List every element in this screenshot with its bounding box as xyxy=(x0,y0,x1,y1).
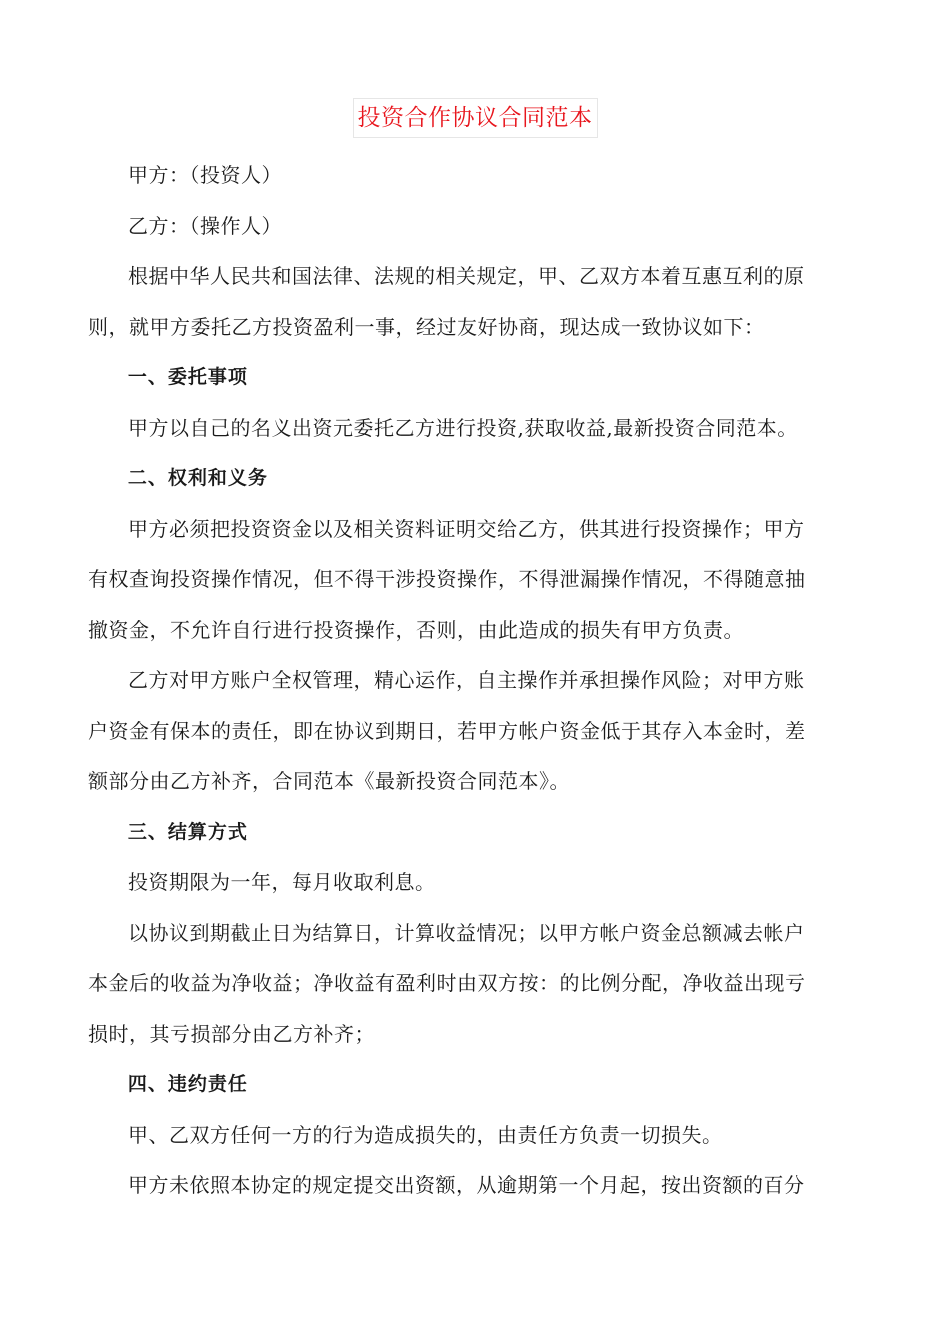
section-2-p2-line-1: 乙方对甲方账户全权管理，精心运作，自主操作并承担操作风险；对甲方账 xyxy=(128,668,805,692)
section-2-p1-line-1: 甲方必须把投资资金以及相关资料证明交给乙方，供其进行投资操作；甲方 xyxy=(128,516,805,541)
section-2-p2-line-3: 额部分由乙方补齐，合同范本《最新投资合同范本》。 xyxy=(88,769,570,793)
party-b-line: 乙方：（操作人） xyxy=(128,213,282,238)
section-2-p1-line-3: 撤资金，不允许自行进行投资操作，否则，由此造成的损失有甲方负责。 xyxy=(88,617,744,642)
section-2-paragraph-2 xyxy=(88,655,870,807)
section-heading-3: 三、结算方式 xyxy=(127,820,248,843)
section-4-paragraph-2: 甲方未依照本协定的规定提交出资额，从逾期第一个月起，按出资额的百分 xyxy=(128,1173,805,1197)
section-3-p2-line-1: 以协议到期截止日为结算日，计算收益情况；以甲方帐户资金总额减去帐户 xyxy=(128,920,805,945)
intro-line-2: 则，就甲方委托乙方投资盈利一事，经过友好协商，现达成一致协议如下： xyxy=(88,314,765,339)
section-3-paragraph-2 xyxy=(88,908,870,1060)
section-3-paragraph-1: 投资期限为一年，每月收取利息。 xyxy=(128,870,436,894)
section-heading-2: 二、权利和义务 xyxy=(127,467,268,489)
section-heading-4: 四、违约责任 xyxy=(127,1073,248,1095)
party-a-line: 甲方：（投资人） xyxy=(128,163,282,187)
section-2-p2-line-2: 户资金有保本的责任，即在协议到期日，若甲方帐户资金低于其存入本金时，差 xyxy=(88,718,806,743)
document-body xyxy=(88,150,870,1211)
title-container xyxy=(0,98,950,138)
section-3-p2-line-2: 本金后的收益为净收益；净收益有盈利时由双方按：的比例分配，净收益出现亏 xyxy=(88,971,806,995)
intro-line-1: 根据中华人民共和国法律、法规的相关规定，甲、乙双方本着互惠互利的原 xyxy=(128,264,805,288)
section-4-paragraph-1: 甲、乙双方任何一方的行为造成损失的，由责任方负责一切损失。 xyxy=(128,1122,723,1147)
section-2-p1-line-2: 有权查询投资操作情况，但不得干涉投资操作，不得泄漏操作情况，不得随意抽 xyxy=(88,567,806,591)
intro-paragraph xyxy=(88,251,870,352)
section-3-p2-line-3: 损时，其亏损部分由乙方补齐； xyxy=(88,1021,375,1046)
section-1-paragraph-1: 甲方以自己的名义出资元委托乙方进行投资,获取收益,最新投资合同范本。 xyxy=(128,415,798,440)
section-heading-1: 一、委托事项 xyxy=(127,366,248,388)
document-title: 投资合作协议合同范本 xyxy=(353,98,598,138)
section-2-paragraph-1 xyxy=(88,504,870,656)
